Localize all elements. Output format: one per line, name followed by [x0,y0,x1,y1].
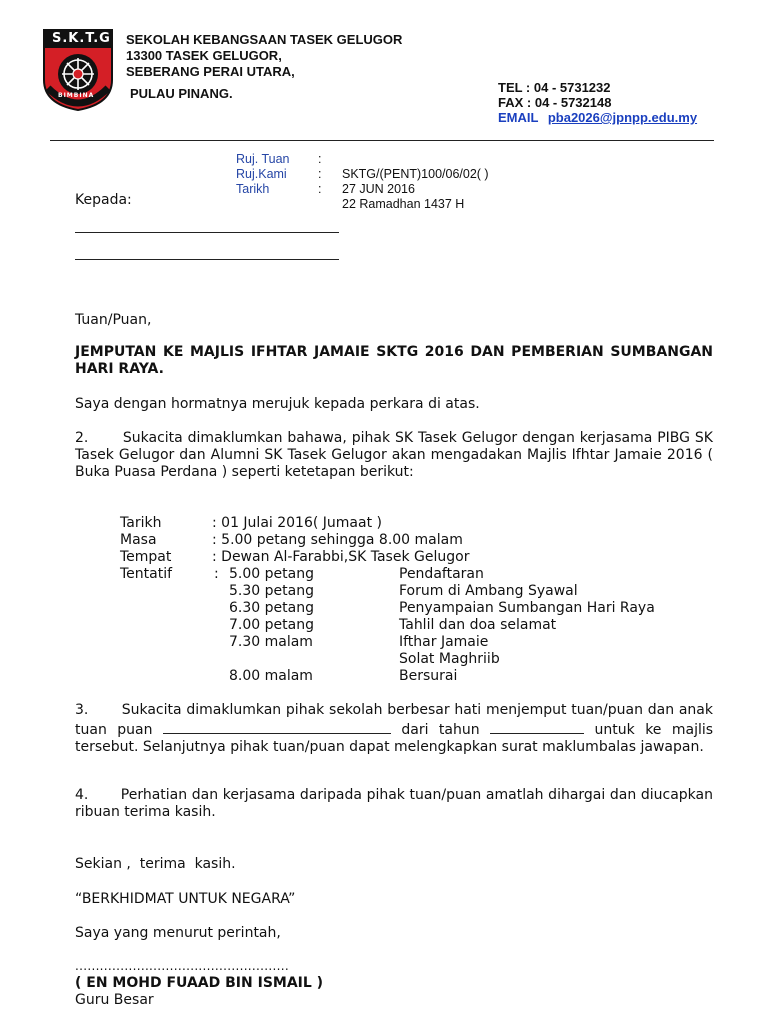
closing-perintah: Saya yang menurut perintah, [75,925,281,941]
schedule-item: Bersurai [399,668,458,684]
detail-masa-value: : 5.00 petang sehingga 8.00 malam [212,532,463,548]
closing-motto: “BERKHIDMAT UNTUK NEGARA” [75,891,296,907]
logo-text-top: S.K.T.G [52,31,111,46]
schedule-time: 6.30 petang [229,600,314,616]
paragraph-3-part3: untuk ke majlis tersebut. Selanjutnya pihak tuan/puan dapat melengkapkan surat maklumbalas jawapan. [75,722,718,755]
detail-tentatif-colon: : [214,566,219,582]
paragraph-3-part2: dari tahun [401,722,480,738]
schedule-item: Penyampaian Sumbangan Hari Raya [399,600,655,616]
recipient-line-2 [75,259,339,260]
schedule-item: Solat Maghriib [399,651,500,667]
school-name: SEKOLAH KEBANGSAAN TASEK GELUGOR [126,32,403,47]
ruj-kami-row [236,167,489,182]
schedule-item: Tahlil dan doa selamat [399,617,557,633]
tel: TEL : 04 - 5731232 [498,80,611,95]
ruj-tuan-colon: : [318,152,322,166]
email [498,110,697,126]
recipient-line-1 [75,232,339,233]
ruj-tuan-label: Ruj. Tuan [236,152,290,166]
reference-block [236,152,489,212]
email-link[interactable]: pba2026@jpnpp.edu.my [547,110,698,125]
paragraph-4: 4. Perhatian dan kerjasama daripada pihak tuan/puan amatlah dihargai dan diucapkan ribuan terima kasih. [75,787,718,820]
tarikh-label: Tarikh [236,182,270,196]
detail-tentatif-label: Tentatif [120,566,173,582]
fax: FAX : 04 - 5732148 [498,95,612,110]
detail-tempat-label: Tempat [120,549,172,565]
student-name-blank[interactable] [163,719,391,734]
subject: JEMPUTAN KE MAJLIS IFHTAR JAMAIE SKTG 2016 DAN PEMBERIAN SUMBANGAN HARI RAYA. [75,344,713,377]
signature-dots: .................................................... [75,959,289,973]
ruj-tuan-row [236,152,489,167]
hijri-value: 22 Ramadhan 1437 H [342,197,465,211]
email-label: EMAIL [498,110,539,125]
closing-sekian: Sekian , terima kasih. [75,856,236,872]
ruj-kami-value: SKTG/(PENT)100/06/02( ) [342,167,489,181]
salutation: Tuan/Puan, [75,312,152,328]
header-divider [50,140,714,141]
detail-masa-label: Masa [120,532,157,548]
hijri-row [236,197,489,212]
tarikh-row [236,182,489,197]
schedule-item: Ifthar Jamaie [399,634,489,650]
paragraph-3 [75,702,718,756]
paragraph-3-part1: 3. Sukacita dimaklumkan pihak sekolah berbesar hati menjemput tuan/puan dan anak tuan puan [75,702,718,738]
ruj-kami-colon: : [318,167,322,181]
tarikh-colon: : [318,182,322,196]
paragraph-2: 2. Sukacita dimaklumkan bahawa, pihak SK Tasek Gelugor dengan kerjasama PIBG SK Tasek Gelugor dan Alumni SK Tasek Gelugor akan mengadakan Majlis Ifhtar Jamaie 2016 ( Buka Puasa Perdana ) seperti ketetapan berikut: [75,430,718,480]
schedule-time: 8.00 malam [229,668,313,684]
detail-tarikh-label: Tarikh [120,515,162,531]
signatory-title: Guru Besar [75,992,154,1008]
signatory-name: ( EN MOHD FUAAD BIN ISMAIL ) [75,975,324,991]
schedule-item: Pendaftaran [399,566,484,582]
school-state: PULAU PINANG. [130,86,233,101]
school-postcode: 13300 TASEK GELUGOR, [126,48,282,63]
tarikh-value: 27 JUN 2016 [342,182,415,196]
schedule-time: 7.00 petang [229,617,314,633]
schedule-time: 7.30 malam [229,634,313,650]
detail-tarikh-value: : 01 Julai 2016( Jumaat ) [212,515,382,531]
schedule-time: 5.30 petang [229,583,314,599]
schedule-item: Forum di Ambang Syawal [399,583,578,599]
recipient-label: Kepada: [75,192,132,208]
schedule-time: 5.00 petang [229,566,314,582]
detail-tempat-value: : Dewan Al-Farabbi,SK Tasek Gelugor [212,549,470,565]
logo-text-bottom: BIMBINA [58,92,95,99]
paragraph-1: Saya dengan hormatnya merujuk kepada perkara di atas. [75,396,480,412]
ruj-kami-label: Ruj.Kami [236,167,287,181]
year-blank[interactable] [490,719,584,734]
school-district: SEBERANG PERAI UTARA, [126,64,295,79]
school-logo [38,28,118,112]
